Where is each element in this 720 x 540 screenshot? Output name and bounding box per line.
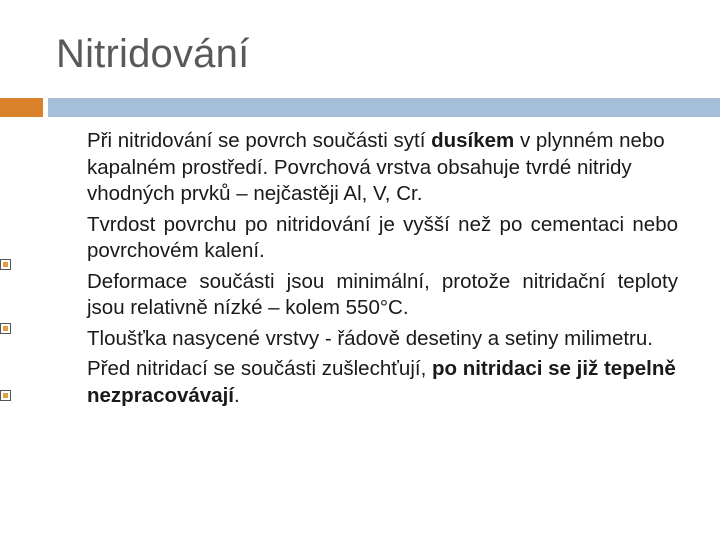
paragraph-text: Před nitridací se součásti zušlechťují, bbox=[87, 357, 432, 380]
paragraph-intro bbox=[56, 128, 678, 208]
paragraph-text: v plynném nebo kapalném prostředí. Povrchová vrstva obsahuje tvrdé nitridy vhodných prvků – nejčastěji Al, V, Cr. bbox=[87, 129, 665, 205]
bullet-item-thickness: Tloušťka nasycené vrstvy - řádově desetiny a setiny milimetru. bbox=[87, 326, 653, 350]
slide-body bbox=[56, 128, 678, 413]
accent-bar-blue bbox=[48, 98, 720, 117]
paragraph-text: . bbox=[234, 383, 240, 407]
bullet-item-hardness: Tvrdost povrchu po nitridování je vyšší než po cementaci nebo povrchovém kalení. bbox=[87, 212, 678, 262]
bullet-item-deformation: Deformace součásti jsou minimální, protože nitridační teploty jsou relativně nízké – kolem 550°C. bbox=[87, 269, 678, 319]
bold-term: po nitridaci se již tepelně nezpracovávají bbox=[87, 357, 676, 407]
slide-title: Nitridování bbox=[56, 32, 250, 76]
bold-term: dusíkem bbox=[431, 129, 515, 152]
accent-bar-orange bbox=[0, 98, 43, 117]
bullet-icon bbox=[0, 259, 11, 270]
paragraph-text: Při nitridování se povrch součásti sytí bbox=[87, 129, 432, 152]
bullet-icon bbox=[0, 390, 11, 401]
paragraph-closing bbox=[56, 356, 678, 409]
bullet-icon bbox=[0, 323, 11, 334]
